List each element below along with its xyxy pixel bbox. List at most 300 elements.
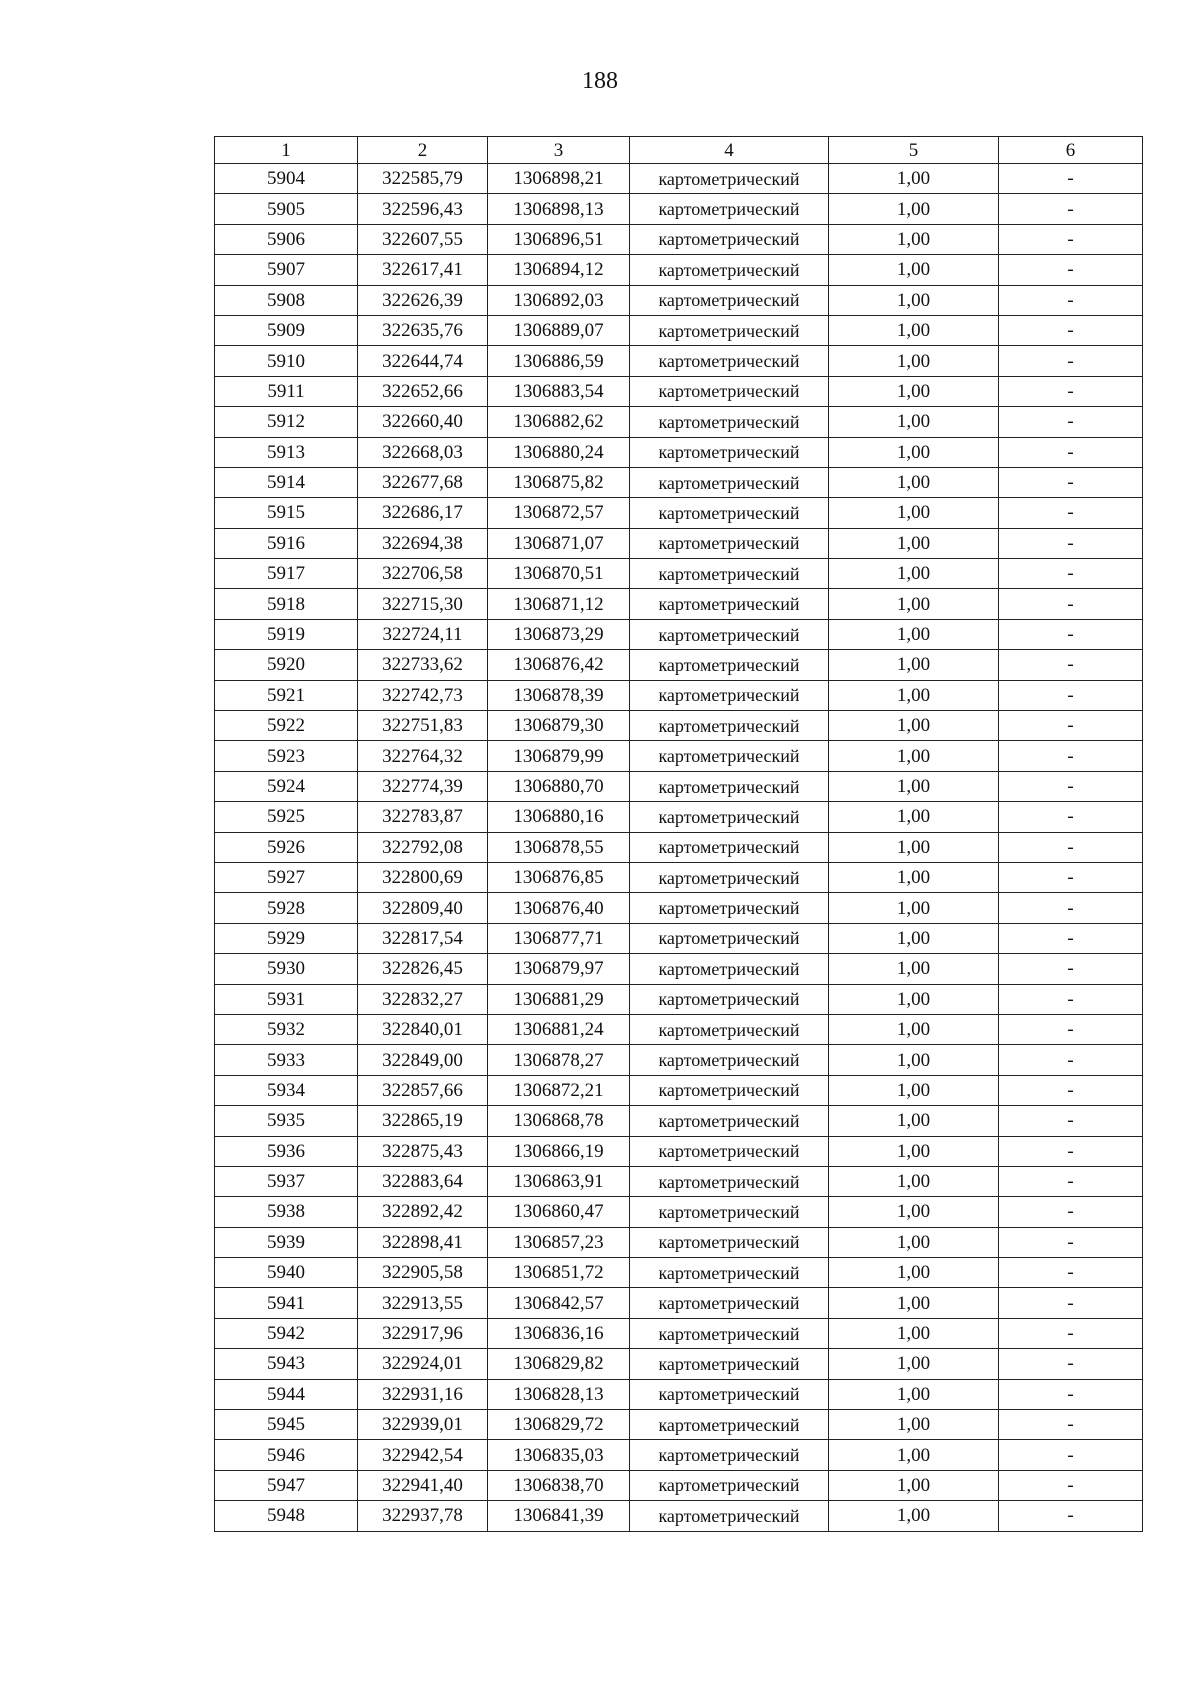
y-coordinate-cell: 1306829,72: [488, 1410, 630, 1440]
x-coordinate-cell: 322724,11: [358, 619, 488, 649]
note-cell: -: [999, 711, 1143, 741]
x-coordinate-cell: 322832,27: [358, 984, 488, 1014]
table-row: [215, 893, 1143, 923]
table-row: [215, 741, 1143, 771]
x-coordinate-cell: 322626,39: [358, 285, 488, 315]
y-coordinate-cell: 1306878,55: [488, 832, 630, 862]
table-row: [215, 194, 1143, 224]
y-coordinate-cell: 1306863,91: [488, 1166, 630, 1196]
accuracy-cell: 1,00: [829, 376, 999, 406]
x-coordinate-cell: 322677,68: [358, 467, 488, 497]
table-row: [215, 1501, 1143, 1531]
accuracy-cell: 1,00: [829, 984, 999, 1014]
method-cell: картометрический: [630, 1166, 829, 1196]
note-cell: -: [999, 224, 1143, 254]
point-number-cell: 5918: [215, 589, 358, 619]
method-cell: картометрический: [630, 559, 829, 589]
point-number-cell: 5937: [215, 1166, 358, 1196]
accuracy-cell: 1,00: [829, 1501, 999, 1531]
method-cell: картометрический: [630, 255, 829, 285]
x-coordinate-cell: 322939,01: [358, 1410, 488, 1440]
accuracy-cell: 1,00: [829, 862, 999, 892]
accuracy-cell: 1,00: [829, 498, 999, 528]
table-row: [215, 164, 1143, 194]
note-cell: -: [999, 194, 1143, 224]
column-header-1: 1: [215, 137, 358, 164]
x-coordinate-cell: 322826,45: [358, 954, 488, 984]
method-cell: картометрический: [630, 1136, 829, 1166]
table-row: [215, 528, 1143, 558]
point-number-cell: 5942: [215, 1318, 358, 1348]
x-coordinate-cell: 322865,19: [358, 1106, 488, 1136]
accuracy-cell: 1,00: [829, 346, 999, 376]
note-cell: -: [999, 954, 1143, 984]
accuracy-cell: 1,00: [829, 1014, 999, 1044]
column-header-2: 2: [358, 137, 488, 164]
accuracy-cell: 1,00: [829, 650, 999, 680]
point-number-cell: 5944: [215, 1379, 358, 1409]
x-coordinate-cell: 322913,55: [358, 1288, 488, 1318]
note-cell: -: [999, 1349, 1143, 1379]
note-cell: -: [999, 346, 1143, 376]
note-cell: -: [999, 741, 1143, 771]
note-cell: -: [999, 376, 1143, 406]
table-row: [215, 1227, 1143, 1257]
accuracy-cell: 1,00: [829, 164, 999, 194]
method-cell: картометрический: [630, 771, 829, 801]
point-number-cell: 5934: [215, 1075, 358, 1105]
note-cell: -: [999, 832, 1143, 862]
y-coordinate-cell: 1306866,19: [488, 1136, 630, 1166]
accuracy-cell: 1,00: [829, 1288, 999, 1318]
note-cell: -: [999, 802, 1143, 832]
header-row: [215, 137, 1143, 164]
point-number-cell: 5925: [215, 802, 358, 832]
note-cell: -: [999, 589, 1143, 619]
accuracy-cell: 1,00: [829, 194, 999, 224]
table-row: [215, 1440, 1143, 1470]
point-number-cell: 5943: [215, 1349, 358, 1379]
note-cell: -: [999, 650, 1143, 680]
y-coordinate-cell: 1306880,16: [488, 802, 630, 832]
accuracy-cell: 1,00: [829, 1166, 999, 1196]
method-cell: картометрический: [630, 346, 829, 376]
method-cell: картометрический: [630, 528, 829, 558]
note-cell: -: [999, 1136, 1143, 1166]
accuracy-cell: 1,00: [829, 528, 999, 558]
method-cell: картометрический: [630, 1440, 829, 1470]
method-cell: картометрический: [630, 1045, 829, 1075]
table-row: [215, 1410, 1143, 1440]
accuracy-cell: 1,00: [829, 1379, 999, 1409]
method-cell: картометрический: [630, 984, 829, 1014]
method-cell: картометрический: [630, 1106, 829, 1136]
method-cell: картометрический: [630, 954, 829, 984]
x-coordinate-cell: 322733,62: [358, 650, 488, 680]
y-coordinate-cell: 1306882,62: [488, 407, 630, 437]
note-cell: -: [999, 528, 1143, 558]
accuracy-cell: 1,00: [829, 1258, 999, 1288]
method-cell: картометрический: [630, 1410, 829, 1440]
accuracy-cell: 1,00: [829, 1045, 999, 1075]
y-coordinate-cell: 1306838,70: [488, 1470, 630, 1500]
x-coordinate-cell: 322849,00: [358, 1045, 488, 1075]
method-cell: картометрический: [630, 407, 829, 437]
y-coordinate-cell: 1306894,12: [488, 255, 630, 285]
y-coordinate-cell: 1306883,54: [488, 376, 630, 406]
note-cell: -: [999, 1258, 1143, 1288]
note-cell: -: [999, 984, 1143, 1014]
point-number-cell: 5941: [215, 1288, 358, 1318]
point-number-cell: 5947: [215, 1470, 358, 1500]
note-cell: -: [999, 1106, 1143, 1136]
point-number-cell: 5904: [215, 164, 358, 194]
accuracy-cell: 1,00: [829, 954, 999, 984]
x-coordinate-cell: 322607,55: [358, 224, 488, 254]
x-coordinate-cell: 322905,58: [358, 1258, 488, 1288]
point-number-cell: 5915: [215, 498, 358, 528]
x-coordinate-cell: 322585,79: [358, 164, 488, 194]
x-coordinate-cell: 322875,43: [358, 1136, 488, 1166]
note-cell: -: [999, 1470, 1143, 1500]
note-cell: -: [999, 1045, 1143, 1075]
method-cell: картометрический: [630, 1227, 829, 1257]
table-row: [215, 680, 1143, 710]
point-number-cell: 5933: [215, 1045, 358, 1075]
point-number-cell: 5929: [215, 923, 358, 953]
accuracy-cell: 1,00: [829, 1470, 999, 1500]
method-cell: картометрический: [630, 862, 829, 892]
table-row: [215, 498, 1143, 528]
table-row: [215, 1470, 1143, 1500]
table-row: [215, 437, 1143, 467]
accuracy-cell: 1,00: [829, 1106, 999, 1136]
point-number-cell: 5939: [215, 1227, 358, 1257]
coordinates-table: [214, 136, 1143, 1532]
column-header-6: 6: [999, 137, 1143, 164]
table-row: [215, 1045, 1143, 1075]
x-coordinate-cell: 322742,73: [358, 680, 488, 710]
y-coordinate-cell: 1306857,23: [488, 1227, 630, 1257]
note-cell: -: [999, 1014, 1143, 1044]
note-cell: -: [999, 1227, 1143, 1257]
method-cell: картометрический: [630, 1379, 829, 1409]
note-cell: -: [999, 285, 1143, 315]
note-cell: -: [999, 1166, 1143, 1196]
table-row: [215, 1075, 1143, 1105]
accuracy-cell: 1,00: [829, 1410, 999, 1440]
y-coordinate-cell: 1306878,39: [488, 680, 630, 710]
x-coordinate-cell: 322764,32: [358, 741, 488, 771]
point-number-cell: 5946: [215, 1440, 358, 1470]
table-row: [215, 467, 1143, 497]
y-coordinate-cell: 1306872,21: [488, 1075, 630, 1105]
point-number-cell: 5910: [215, 346, 358, 376]
note-cell: -: [999, 923, 1143, 953]
point-number-cell: 5906: [215, 224, 358, 254]
accuracy-cell: 1,00: [829, 285, 999, 315]
method-cell: картометрический: [630, 1288, 829, 1318]
accuracy-cell: 1,00: [829, 1440, 999, 1470]
accuracy-cell: 1,00: [829, 893, 999, 923]
y-coordinate-cell: 1306877,71: [488, 923, 630, 953]
point-number-cell: 5907: [215, 255, 358, 285]
table-row: [215, 862, 1143, 892]
method-cell: картометрический: [630, 1318, 829, 1348]
x-coordinate-cell: 322792,08: [358, 832, 488, 862]
y-coordinate-cell: 1306836,16: [488, 1318, 630, 1348]
table-row: [215, 1106, 1143, 1136]
method-cell: картометрический: [630, 1349, 829, 1379]
point-number-cell: 5926: [215, 832, 358, 862]
x-coordinate-cell: 322774,39: [358, 771, 488, 801]
table-row: [215, 1166, 1143, 1196]
point-number-cell: 5923: [215, 741, 358, 771]
method-cell: картометрический: [630, 1501, 829, 1531]
method-cell: картометрический: [630, 1197, 829, 1227]
note-cell: -: [999, 437, 1143, 467]
point-number-cell: 5928: [215, 893, 358, 923]
method-cell: картометрический: [630, 680, 829, 710]
column-header-3: 3: [488, 137, 630, 164]
x-coordinate-cell: 322668,03: [358, 437, 488, 467]
x-coordinate-cell: 322937,78: [358, 1501, 488, 1531]
method-cell: картометрический: [630, 923, 829, 953]
table-row: [215, 984, 1143, 1014]
point-number-cell: 5927: [215, 862, 358, 892]
method-cell: картометрический: [630, 589, 829, 619]
note-cell: -: [999, 1440, 1143, 1470]
accuracy-cell: 1,00: [829, 467, 999, 497]
accuracy-cell: 1,00: [829, 832, 999, 862]
y-coordinate-cell: 1306896,51: [488, 224, 630, 254]
accuracy-cell: 1,00: [829, 741, 999, 771]
x-coordinate-cell: 322635,76: [358, 315, 488, 345]
y-coordinate-cell: 1306873,29: [488, 619, 630, 649]
y-coordinate-cell: 1306835,03: [488, 1440, 630, 1470]
y-coordinate-cell: 1306898,21: [488, 164, 630, 194]
table-row: [215, 711, 1143, 741]
point-number-cell: 5930: [215, 954, 358, 984]
accuracy-cell: 1,00: [829, 559, 999, 589]
method-cell: картометрический: [630, 1075, 829, 1105]
method-cell: картометрический: [630, 467, 829, 497]
accuracy-cell: 1,00: [829, 437, 999, 467]
method-cell: картометрический: [630, 498, 829, 528]
note-cell: -: [999, 1501, 1143, 1531]
method-cell: картометрический: [630, 315, 829, 345]
method-cell: картометрический: [630, 285, 829, 315]
x-coordinate-cell: 322660,40: [358, 407, 488, 437]
accuracy-cell: 1,00: [829, 802, 999, 832]
point-number-cell: 5936: [215, 1136, 358, 1166]
y-coordinate-cell: 1306871,07: [488, 528, 630, 558]
table-row: [215, 376, 1143, 406]
note-cell: -: [999, 559, 1143, 589]
table-row: [215, 285, 1143, 315]
y-coordinate-cell: 1306868,78: [488, 1106, 630, 1136]
table-row: [215, 224, 1143, 254]
y-coordinate-cell: 1306829,82: [488, 1349, 630, 1379]
note-cell: -: [999, 771, 1143, 801]
x-coordinate-cell: 322924,01: [358, 1349, 488, 1379]
x-coordinate-cell: 322931,16: [358, 1379, 488, 1409]
y-coordinate-cell: 1306881,24: [488, 1014, 630, 1044]
point-number-cell: 5913: [215, 437, 358, 467]
table-row: [215, 1288, 1143, 1318]
x-coordinate-cell: 322644,74: [358, 346, 488, 376]
method-cell: картометрический: [630, 437, 829, 467]
x-coordinate-cell: 322942,54: [358, 1440, 488, 1470]
accuracy-cell: 1,00: [829, 315, 999, 345]
table-row: [215, 1014, 1143, 1044]
x-coordinate-cell: 322800,69: [358, 862, 488, 892]
accuracy-cell: 1,00: [829, 407, 999, 437]
method-cell: картометрический: [630, 1014, 829, 1044]
table-row: [215, 832, 1143, 862]
table-row: [215, 346, 1143, 376]
point-number-cell: 5940: [215, 1258, 358, 1288]
y-coordinate-cell: 1306828,13: [488, 1379, 630, 1409]
point-number-cell: 5924: [215, 771, 358, 801]
y-coordinate-cell: 1306842,57: [488, 1288, 630, 1318]
note-cell: -: [999, 498, 1143, 528]
method-cell: картометрический: [630, 376, 829, 406]
x-coordinate-cell: 322596,43: [358, 194, 488, 224]
note-cell: -: [999, 680, 1143, 710]
accuracy-cell: 1,00: [829, 1227, 999, 1257]
x-coordinate-cell: 322694,38: [358, 528, 488, 558]
x-coordinate-cell: 322817,54: [358, 923, 488, 953]
accuracy-cell: 1,00: [829, 1349, 999, 1379]
method-cell: картометрический: [630, 224, 829, 254]
table-header: [215, 137, 1143, 164]
y-coordinate-cell: 1306872,57: [488, 498, 630, 528]
x-coordinate-cell: 322686,17: [358, 498, 488, 528]
table-row: [215, 650, 1143, 680]
method-cell: картометрический: [630, 1258, 829, 1288]
page-number: 188: [582, 68, 618, 94]
y-coordinate-cell: 1306886,59: [488, 346, 630, 376]
table-row: [215, 1197, 1143, 1227]
y-coordinate-cell: 1306860,47: [488, 1197, 630, 1227]
point-number-cell: 5908: [215, 285, 358, 315]
table-row: [215, 771, 1143, 801]
method-cell: картометрический: [630, 893, 829, 923]
x-coordinate-cell: 322898,41: [358, 1227, 488, 1257]
method-cell: картометрический: [630, 711, 829, 741]
y-coordinate-cell: 1306851,72: [488, 1258, 630, 1288]
y-coordinate-cell: 1306892,03: [488, 285, 630, 315]
accuracy-cell: 1,00: [829, 680, 999, 710]
x-coordinate-cell: 322917,96: [358, 1318, 488, 1348]
y-coordinate-cell: 1306876,40: [488, 893, 630, 923]
table-body: [215, 164, 1143, 1532]
x-coordinate-cell: 322857,66: [358, 1075, 488, 1105]
y-coordinate-cell: 1306880,24: [488, 437, 630, 467]
y-coordinate-cell: 1306871,12: [488, 589, 630, 619]
method-cell: картометрический: [630, 741, 829, 771]
y-coordinate-cell: 1306876,42: [488, 650, 630, 680]
point-number-cell: 5948: [215, 1501, 358, 1531]
point-number-cell: 5921: [215, 680, 358, 710]
y-coordinate-cell: 1306880,70: [488, 771, 630, 801]
point-number-cell: 5914: [215, 467, 358, 497]
x-coordinate-cell: 322751,83: [358, 711, 488, 741]
point-number-cell: 5911: [215, 376, 358, 406]
note-cell: -: [999, 467, 1143, 497]
point-number-cell: 5932: [215, 1014, 358, 1044]
table-row: [215, 1318, 1143, 1348]
y-coordinate-cell: 1306879,30: [488, 711, 630, 741]
table-row: [215, 315, 1143, 345]
note-cell: -: [999, 1410, 1143, 1440]
accuracy-cell: 1,00: [829, 589, 999, 619]
note-cell: -: [999, 315, 1143, 345]
accuracy-cell: 1,00: [829, 771, 999, 801]
point-number-cell: 5916: [215, 528, 358, 558]
table-row: [215, 1349, 1143, 1379]
accuracy-cell: 1,00: [829, 1318, 999, 1348]
table-row: [215, 802, 1143, 832]
point-number-cell: 5935: [215, 1106, 358, 1136]
x-coordinate-cell: 322941,40: [358, 1470, 488, 1500]
point-number-cell: 5945: [215, 1410, 358, 1440]
point-number-cell: 5917: [215, 559, 358, 589]
note-cell: -: [999, 255, 1143, 285]
table-row: [215, 619, 1143, 649]
y-coordinate-cell: 1306879,97: [488, 954, 630, 984]
note-cell: -: [999, 164, 1143, 194]
accuracy-cell: 1,00: [829, 255, 999, 285]
x-coordinate-cell: 322809,40: [358, 893, 488, 923]
table-row: [215, 1379, 1143, 1409]
x-coordinate-cell: 322840,01: [358, 1014, 488, 1044]
method-cell: картометрический: [630, 802, 829, 832]
note-cell: -: [999, 862, 1143, 892]
note-cell: -: [999, 407, 1143, 437]
point-number-cell: 5919: [215, 619, 358, 649]
point-number-cell: 5912: [215, 407, 358, 437]
x-coordinate-cell: 322652,66: [358, 376, 488, 406]
point-number-cell: 5909: [215, 315, 358, 345]
method-cell: картометрический: [630, 650, 829, 680]
table-row: [215, 559, 1143, 589]
table-row: [215, 954, 1143, 984]
point-number-cell: 5905: [215, 194, 358, 224]
point-number-cell: 5922: [215, 711, 358, 741]
table-row: [215, 1136, 1143, 1166]
x-coordinate-cell: 322715,30: [358, 589, 488, 619]
point-number-cell: 5920: [215, 650, 358, 680]
y-coordinate-cell: 1306870,51: [488, 559, 630, 589]
method-cell: картометрический: [630, 1470, 829, 1500]
x-coordinate-cell: 322892,42: [358, 1197, 488, 1227]
table-row: [215, 407, 1143, 437]
table-row: [215, 255, 1143, 285]
note-cell: -: [999, 1075, 1143, 1105]
accuracy-cell: 1,00: [829, 1136, 999, 1166]
table-row: [215, 923, 1143, 953]
accuracy-cell: 1,00: [829, 1197, 999, 1227]
note-cell: -: [999, 1288, 1143, 1318]
table-row: [215, 589, 1143, 619]
method-cell: картометрический: [630, 832, 829, 862]
column-header-5: 5: [829, 137, 999, 164]
method-cell: картометрический: [630, 194, 829, 224]
note-cell: -: [999, 1197, 1143, 1227]
column-header-4: 4: [630, 137, 829, 164]
